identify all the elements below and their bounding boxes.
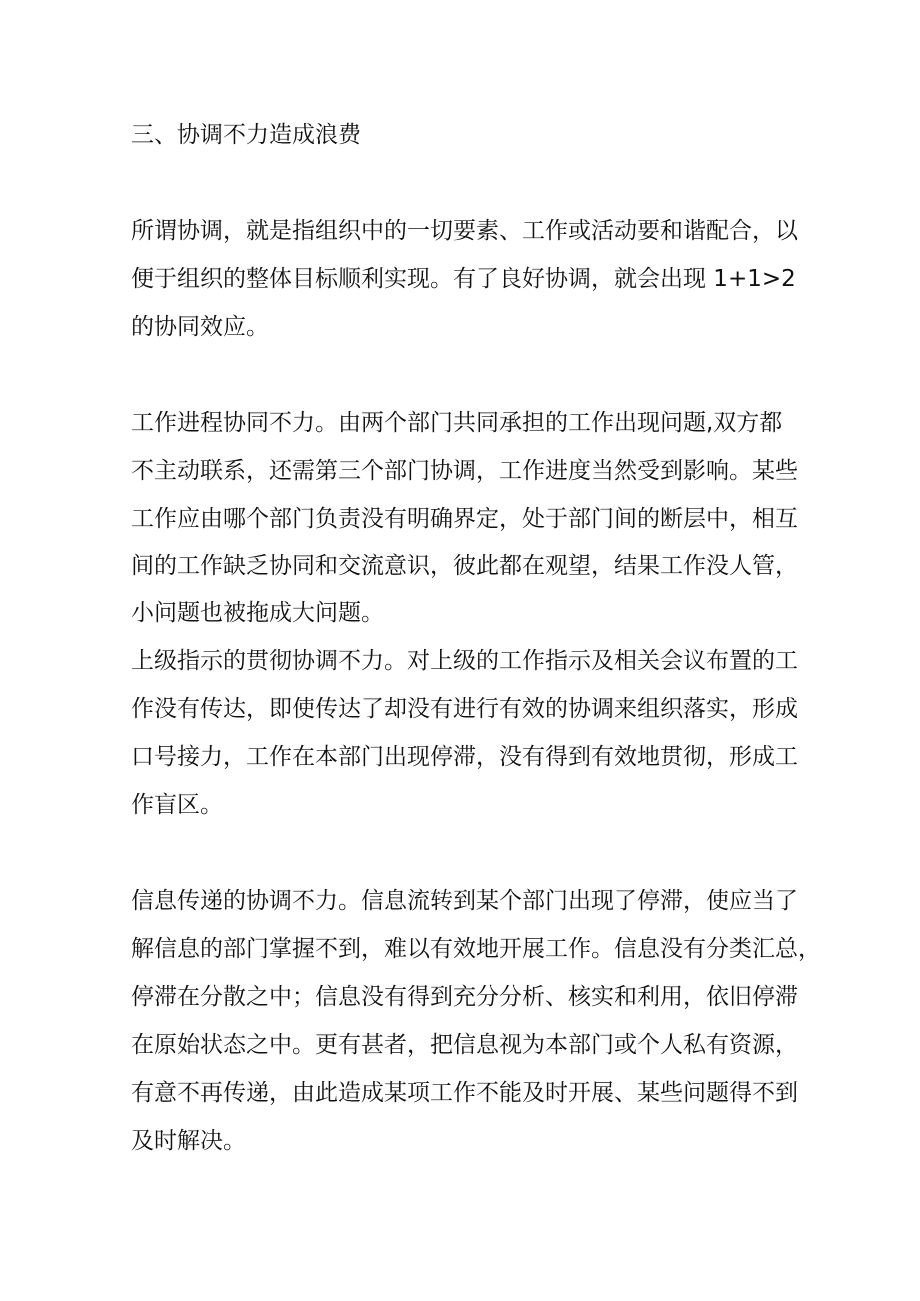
paragraph-line: 间的工作缺乏协同和交流意识，彼此都在观望，结果工作没人管， — [131, 553, 798, 579]
paragraph-line: 解信息的部门掌握不到，难以有效地开展工作。信息没有分类汇总， — [131, 936, 821, 962]
paragraph-line: 便于组织的整体目标顺利实现。有了良好协调，就会出现 1+1>2 — [131, 266, 796, 292]
paragraph-line: 所谓协调，就是指组织中的一切要素、工作或活动要和谐配合，以 — [131, 218, 798, 244]
paragraph-line: 的协同效应。 — [131, 314, 269, 340]
paragraph-line: 作盲区。 — [131, 792, 223, 818]
paragraph-line: 停滞在分散之中；信息没有得到充分分析、核实和利用，依旧停滞 — [131, 984, 798, 1010]
paragraph-line: 口号接力，工作在本部门出现停滞，没有得到有效地贯彻，形成工 — [131, 744, 798, 770]
paragraph-line: 不主动联系，还需第三个部门协调，工作进度当然受到影响。某些 — [131, 458, 798, 484]
paragraph-line: 信息传递的协调不力。信息流转到某个部门出现了停滞，使应当了 — [131, 888, 798, 914]
paragraph-line: 有意不再传递，由此造成某项工作不能及时开展、某些问题得不到 — [131, 1080, 798, 1106]
paragraph-line: 在原始状态之中。更有甚者，把信息视为本部门或个人私有资源， — [131, 1032, 798, 1058]
paragraph-line: 小问题也被拖成大问题。 — [131, 600, 384, 626]
paragraph-line: 工作进程协同不力。由两个部门共同承担的工作出现问题,双方都 — [131, 410, 783, 436]
paragraph-line: 工作应由哪个部门负责没有明确界定，处于部门间的断层中，相互 — [131, 506, 798, 532]
section-heading: 三、协调不力造成浪费 — [131, 122, 361, 148]
paragraph-line: 作没有传达，即使传达了却没有进行有效的协调来组织落实，形成 — [131, 696, 798, 722]
paragraph-line: 上级指示的贯彻协调不力。对上级的工作指示及相关会议布置的工 — [131, 648, 798, 674]
paragraph-line: 及时解决。 — [131, 1128, 246, 1154]
